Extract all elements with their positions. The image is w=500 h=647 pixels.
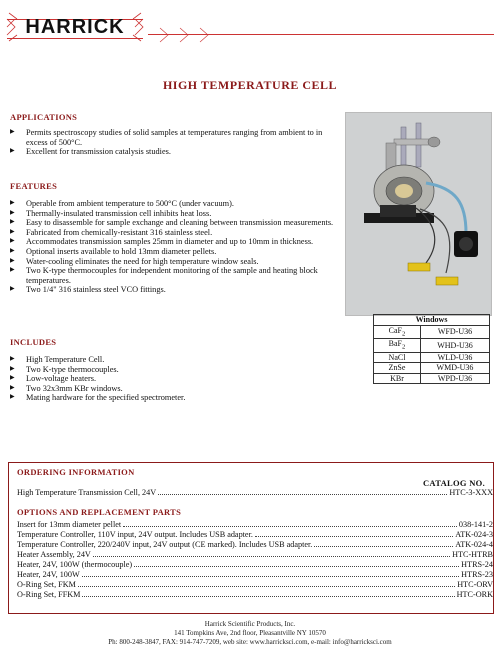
options-heading: OPTIONS AND REPLACEMENT PARTS bbox=[17, 507, 182, 517]
window-code: WFD-U36 bbox=[421, 325, 490, 339]
dot-leader bbox=[123, 519, 457, 527]
dot-leader bbox=[82, 589, 454, 597]
table-row bbox=[374, 325, 490, 339]
list-item: ▶ Mating hardware for the specified spectrometer. bbox=[10, 393, 340, 403]
option-code: ATK-024-3 bbox=[455, 530, 493, 539]
option-code: HTRS-24 bbox=[461, 560, 493, 569]
page-title: HIGH TEMPERATURE CELL bbox=[162, 78, 338, 92]
dot-leader bbox=[93, 549, 450, 557]
table-row bbox=[374, 363, 490, 374]
dot-leader bbox=[314, 539, 453, 547]
option-desc: Temperature Controller, 220/240V input, 24V output (CE marked). Includes USB adapter. bbox=[17, 540, 313, 549]
footer-contact: Ph: 800-248-3847, FAX: 914-747-7209, web site: www.harricksci.com, e-mail: info@harricksci.com bbox=[108, 638, 392, 646]
applications-heading: APPLICATIONS bbox=[10, 112, 78, 122]
window-material: CaF$_2$ bbox=[374, 325, 421, 339]
list-item: ▶ Low-voltage heaters. bbox=[10, 374, 340, 384]
window-material: KBr bbox=[374, 373, 421, 384]
list-item: ▶ Optional inserts available to hold 13mm diameter pellets. bbox=[10, 247, 335, 257]
applications-list bbox=[10, 128, 340, 157]
option-desc: O-Ring Set, FFKM bbox=[17, 590, 81, 599]
features-heading: FEATURES bbox=[10, 181, 58, 191]
includes-list bbox=[10, 355, 340, 403]
option-desc: O-Ring Set, FKM bbox=[17, 580, 76, 589]
list-item: ▶ Easy to disassemble for sample exchange and cleaning between transmission measurements. bbox=[10, 218, 335, 228]
footer bbox=[0, 620, 500, 647]
option-desc: Heater, 24V, 100W (thermocouple) bbox=[17, 560, 133, 569]
windows-table bbox=[373, 314, 490, 384]
option-code: HTC-HTRB bbox=[452, 550, 493, 559]
order-line-main bbox=[17, 487, 493, 498]
table-row bbox=[374, 373, 490, 384]
list-item: ▶ Excellent for transmission catalysis studies. bbox=[10, 147, 340, 157]
header-lattice-graphic bbox=[140, 26, 500, 44]
dot-leader bbox=[82, 569, 459, 577]
dot-leader bbox=[158, 487, 447, 495]
list-item: ▶ Water-cooling eliminates the need for high temperature window seals. bbox=[10, 257, 335, 267]
option-code: HTRS-23 bbox=[461, 570, 493, 579]
option-code: ATK-024-4 bbox=[455, 540, 493, 549]
harrick-logo bbox=[5, 5, 145, 49]
dot-leader bbox=[134, 559, 459, 567]
table-row bbox=[374, 339, 490, 353]
option-line bbox=[17, 589, 493, 600]
window-material: NaCl bbox=[374, 352, 421, 363]
list-item: ▶ High Temperature Cell. bbox=[10, 355, 340, 365]
window-code: WHD-U36 bbox=[421, 339, 490, 353]
list-item: ▶ Accommodates transmission samples 25mm in diameter and up to 10mm in thickness. bbox=[10, 237, 335, 247]
window-material: BaF$_2$ bbox=[374, 339, 421, 353]
footer-company: Harrick Scientific Products, Inc. bbox=[204, 620, 296, 628]
order-code: HTC-3-XXX bbox=[449, 488, 493, 497]
window-code: WMD-U36 bbox=[421, 363, 490, 374]
window-material: ZnSe bbox=[374, 363, 421, 374]
high-temperature-cell-illustration bbox=[346, 113, 491, 315]
option-desc: Heater Assembly, 24V bbox=[17, 550, 91, 559]
option-code: HTC-ORV bbox=[457, 580, 493, 589]
order-desc: High Temperature Transmission Cell, 24V bbox=[17, 488, 157, 497]
window-code: WLD-U36 bbox=[421, 352, 490, 363]
list-item: ▶ Thermally-insulated transmission cell inhibits heat loss. bbox=[10, 209, 335, 219]
list-item: ▶ Two K-type thermocouples for independent monitoring of the sample and heating block temperatures. bbox=[10, 266, 335, 285]
option-code: 038-141-2 bbox=[458, 520, 493, 529]
includes-heading: INCLUDES bbox=[10, 337, 57, 347]
list-item: ▶ Fabricated from chemically-resistant 316 stainless steel. bbox=[10, 228, 335, 238]
features-list bbox=[10, 199, 335, 295]
windows-heading: Windows bbox=[374, 315, 490, 326]
ordering-box bbox=[8, 462, 494, 614]
option-desc: Heater, 24V, 100W bbox=[17, 570, 80, 579]
catalog-label: CATALOG NO. bbox=[422, 478, 485, 488]
table-row bbox=[374, 352, 490, 363]
list-item: ▶ Two K-type thermocouples. bbox=[10, 365, 340, 375]
ordering-heading: ORDERING INFORMATION bbox=[17, 467, 135, 477]
logo-text: HARRICK bbox=[25, 16, 125, 38]
list-item: ▶ Two 1/4" 316 stainless steel VCO fittings. bbox=[10, 285, 335, 295]
dot-leader bbox=[78, 579, 455, 587]
product-photo bbox=[345, 112, 492, 316]
option-desc: Insert for 13mm diameter pellet bbox=[17, 520, 122, 529]
dot-leader bbox=[255, 529, 453, 537]
window-code: WPD-U36 bbox=[421, 373, 490, 384]
option-desc: Temperature Controller, 110V input, 24V output. Includes USB adapter. bbox=[17, 530, 253, 539]
option-code: HTC-ORK bbox=[456, 590, 493, 599]
list-item: ▶ Permits spectroscopy studies of solid samples at temperatures ranging from ambient to in excess of 500°C. bbox=[10, 128, 340, 147]
footer-address: 141 Tompkins Ave, 2nd floor, Pleasantville NY 10570 bbox=[174, 629, 326, 637]
list-item: ▶ Two 32x3mm KBr windows. bbox=[10, 384, 340, 394]
list-item: ▶ Operable from ambient temperature to 500°C (under vacuum). bbox=[10, 199, 335, 209]
